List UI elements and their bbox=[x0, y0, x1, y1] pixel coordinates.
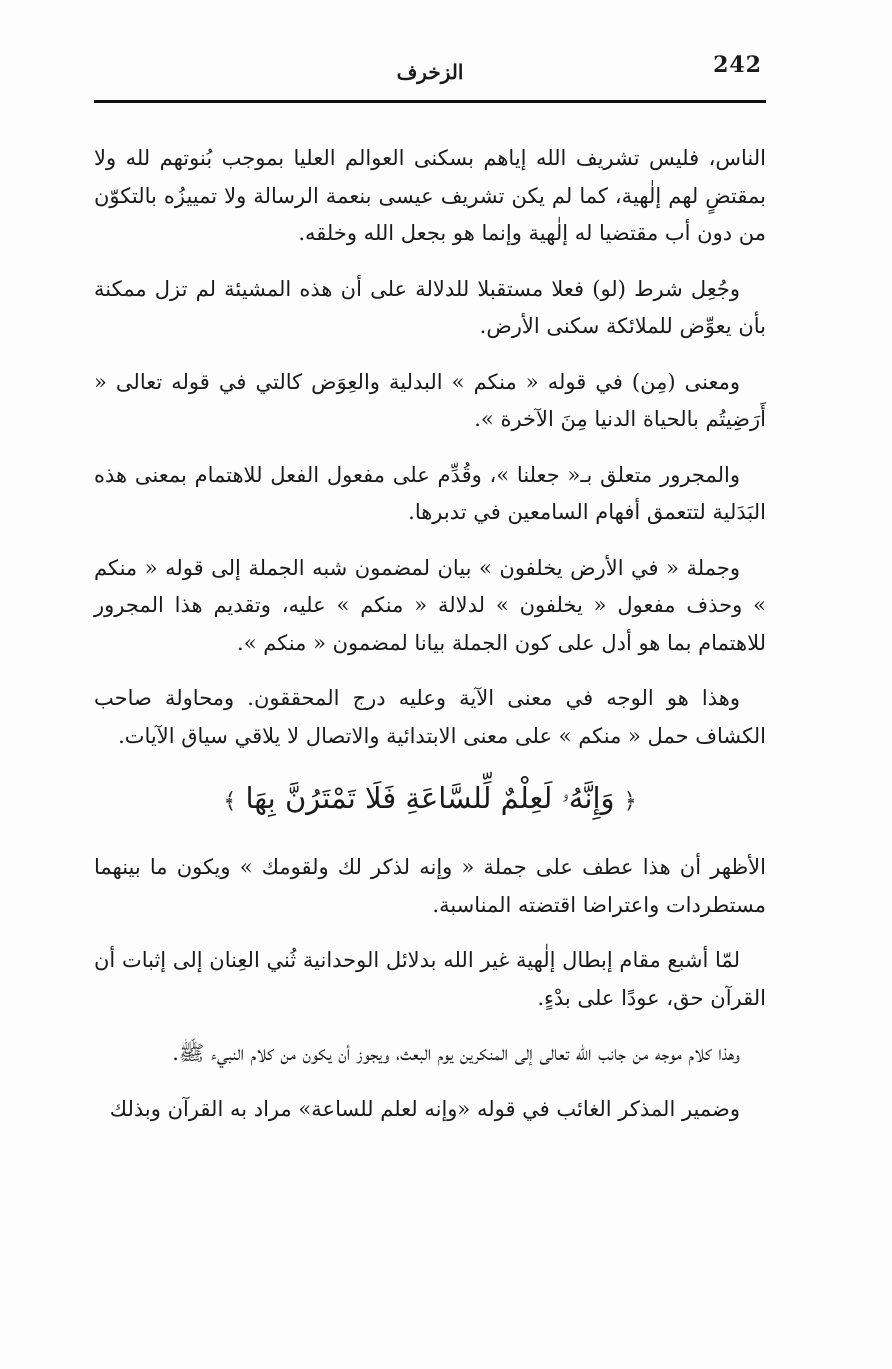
page-number: 242 bbox=[713, 52, 762, 78]
paragraph: وجُعِل شرط (لو) فعلا مستقبلا للدلالة على أن هذه المشيئة لم تزل ممكنة بأن يعوِّض للملائكة سكنى الأرض. bbox=[94, 276, 766, 338]
paragraph: وهذا هو الوجه في معنى الآية وعليه درج المحققون. ومحاولة صاحب الكشاف حمل « منكم » على معنى الابتدائية والاتصال لا يلاقي سياق الآيات. bbox=[94, 686, 766, 748]
paragraph: الأظهر أن هذا عطف على جملة « وإنه لذكر لك ولقومك » ويكون ما بينهما مستطردات واعتراضا اقتضته المناسبة. bbox=[94, 855, 766, 917]
quran-verse bbox=[94, 773, 766, 827]
header-rule bbox=[94, 100, 766, 103]
verse-close-ornament: ﴾ bbox=[223, 789, 237, 814]
paragraph: ومعنى (مِن) في قوله « منكم » البدلية والعِوَض كالتي في قوله تعالى « أَرَضِيتُم بالحياة الدنيا مِنَ الآخرة ». bbox=[94, 369, 766, 431]
paragraph: لمّا أشبع مقام إبطال إلٰهية غير الله بدلائل الوحدانية ثُني العِنان إلى إثبات أن القرآن حق، عودًا على بدْءٍ. bbox=[94, 948, 766, 1010]
paragraph: وهذا كلام موجه من جانب الله تعالى إلى المنكرين يوم البعث، ويجوز أن يكون من كلام النبيء ﷺ. bbox=[172, 1041, 740, 1065]
page-header bbox=[94, 52, 766, 92]
paragraph: وضمير المذكر الغائب في قوله «وإنه لعلم للساعة» مراد به القرآن وبذلك bbox=[109, 1096, 740, 1121]
verse-text: وَإِنَّهُۥ لَعِلْمٌ لِّلسَّاعَةِ فَلَا تَمْتَرُنَّ بِهَا bbox=[245, 781, 615, 815]
paragraph: وجملة « في الأرض يخلفون » بيان لمضمون شبه الجملة إلى قوله « منكم » وحذف مفعول « يخلفون » لدلالة « منكم » عليه، وتقديم هذا المجرور للاهتمام بما هو أدل على كون الجملة بيانا لمضمون « منكم ». bbox=[94, 555, 766, 655]
page-body bbox=[94, 140, 766, 1146]
verse-open-ornament: ﴿ bbox=[623, 789, 637, 814]
running-title: الزخرف bbox=[396, 60, 464, 84]
paragraph: الناس، فليس تشريف الله إياهم بسكنى العوالم العليا بموجب بُنوتهم لله ولا بمقتضٍ لهم إلٰهية، كما لم يكن تشريف عيسى بنعمة الرسالة ولا تمييزُه بالتكوّن من دون أب مقتضيا له إلٰهية وإنما هو بجعل الله وخلقه. bbox=[94, 146, 766, 245]
paragraph: والمجرور متعلق بـ« جعلنا »، وقُدِّم على مفعول الفعل للاهتمام بمعنى هذه البَدَلية لتتعمق أفهام السامعين في تدبرها. bbox=[94, 462, 766, 524]
